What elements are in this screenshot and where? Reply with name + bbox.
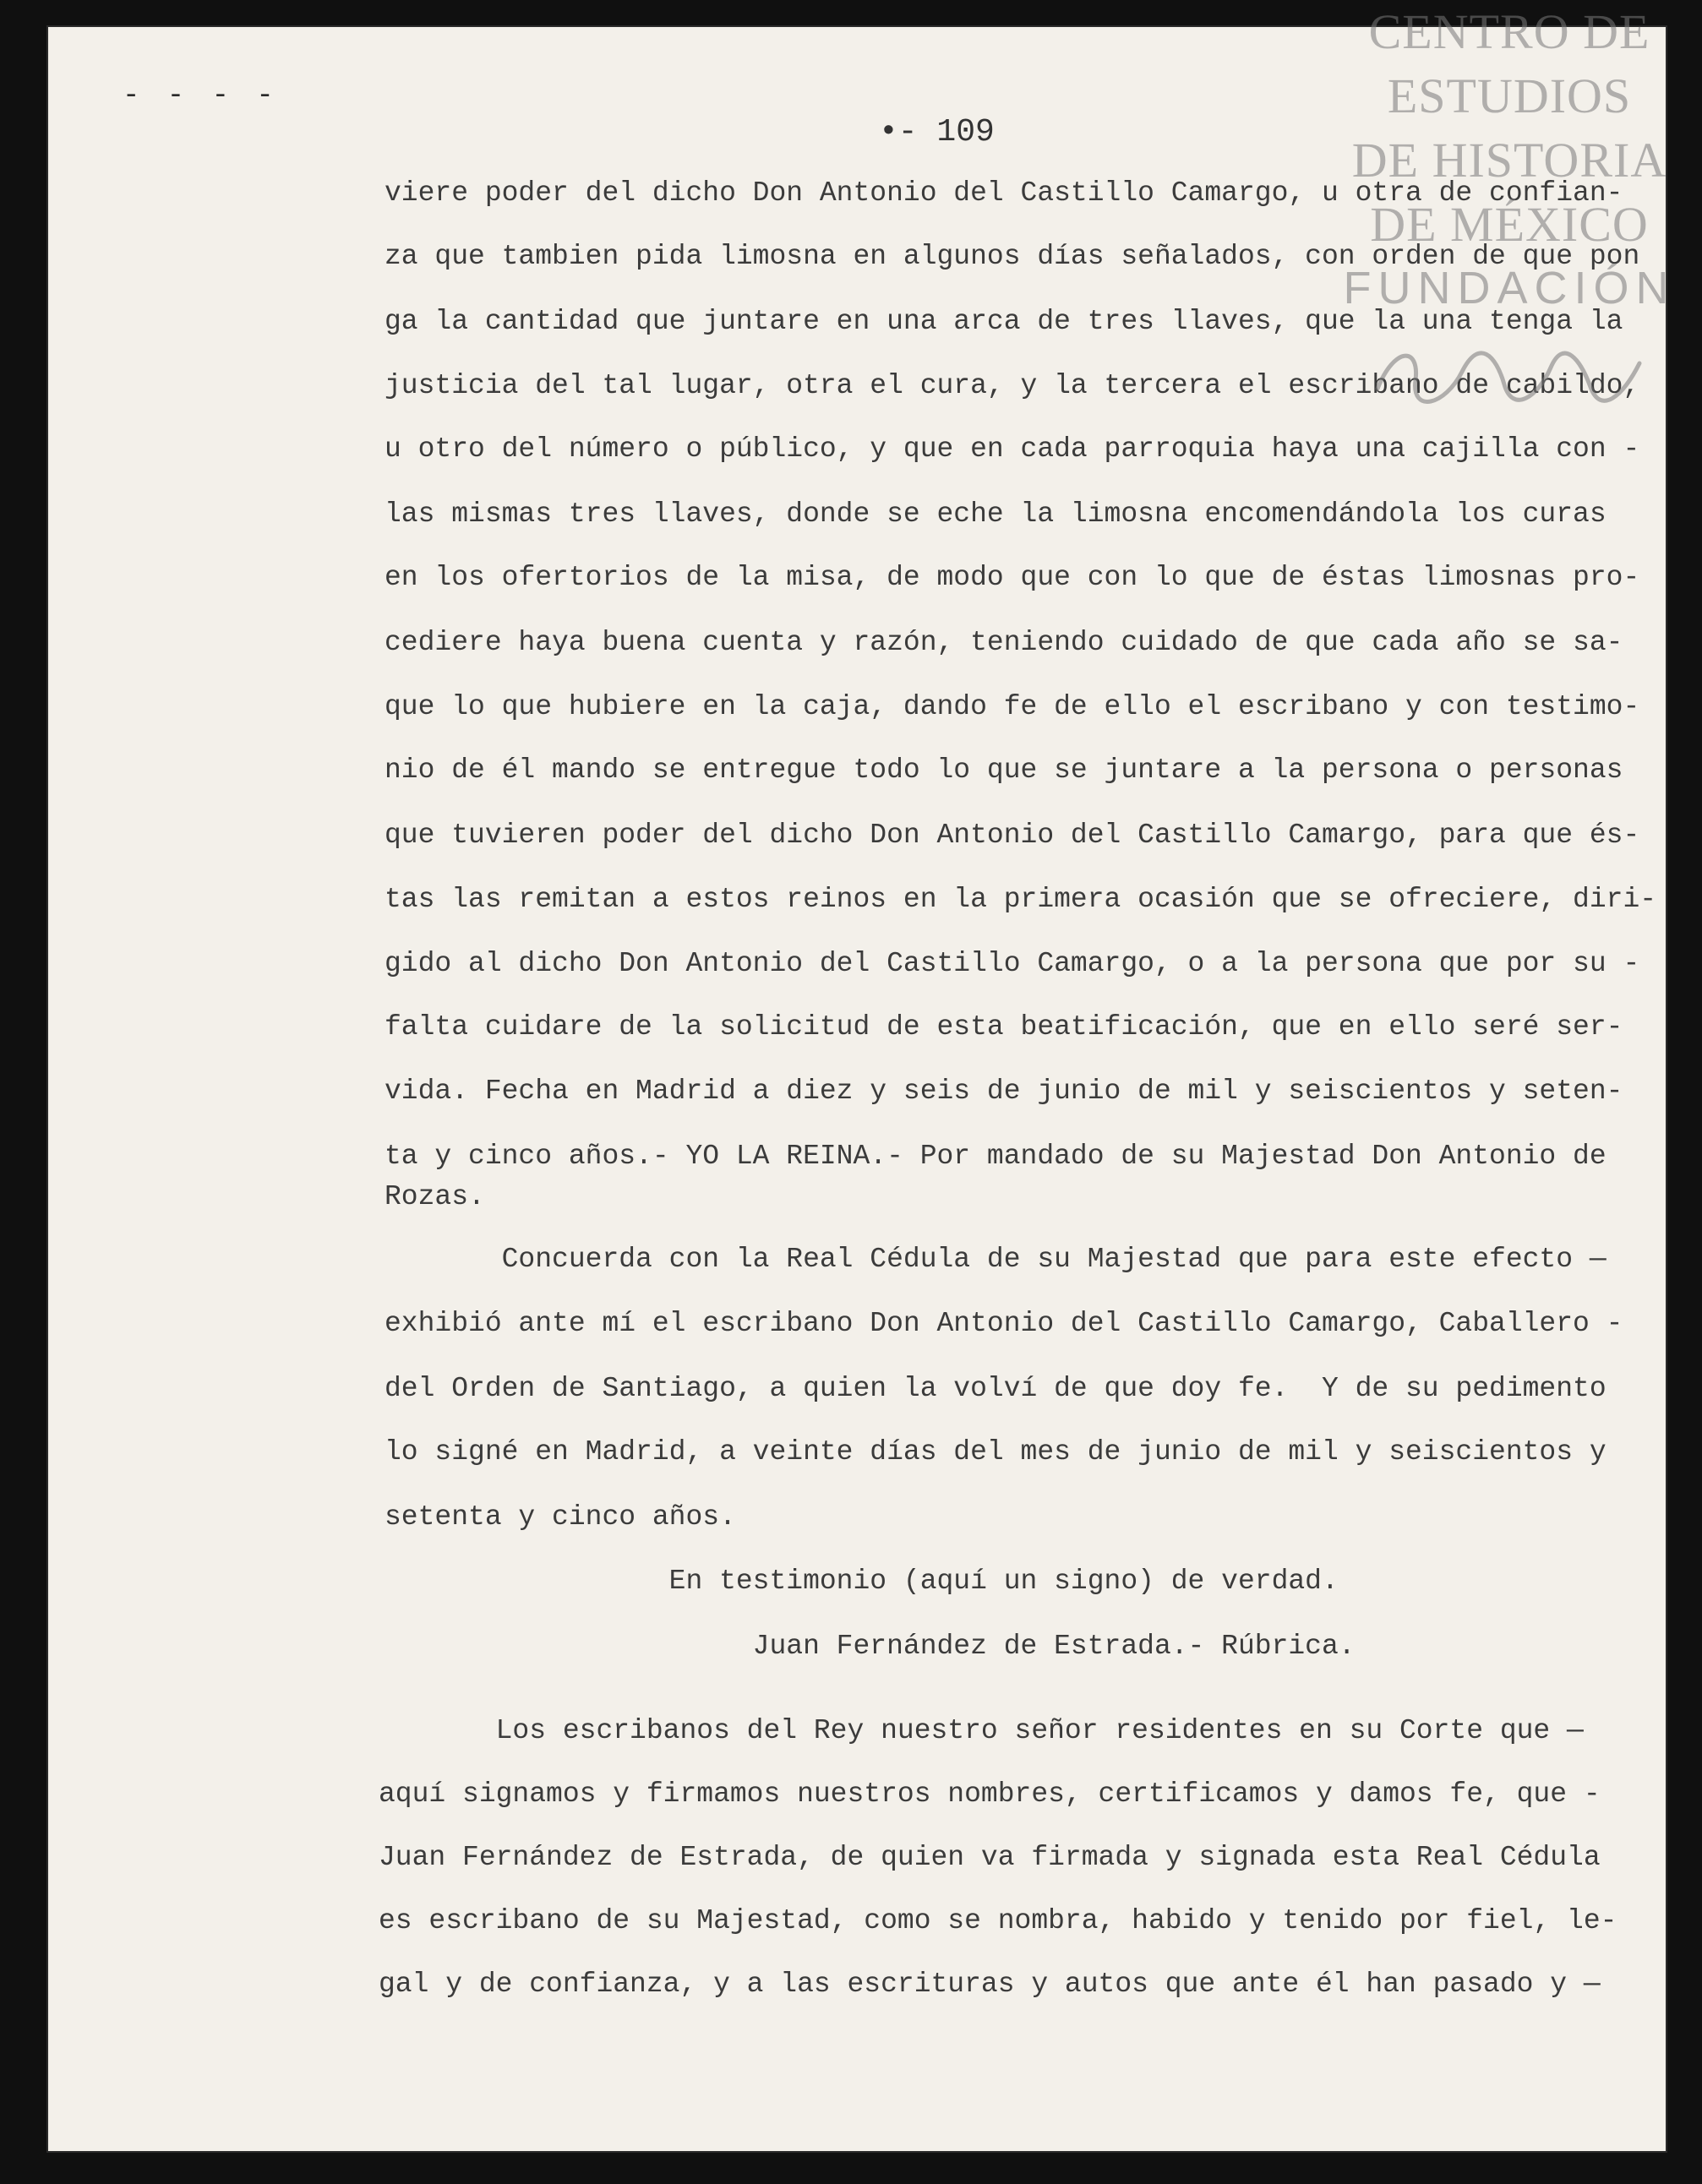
watermark-line: ESTUDIOS [1387, 68, 1632, 123]
text-line: gido al dicho Don Antonio del Castillo Camargo, o a la persona que por su - [385, 948, 1640, 979]
text-line: tas las remitan a estos reinos en la primera ocasión que se ofreciere, diri- [385, 884, 1657, 915]
text-line: que lo que hubiere en la caja, dando fe de ello el escribano y con testimo- [385, 691, 1640, 722]
text-line: cediere haya buena cuenta y razón, teniendo cuidado de que cada año se sa- [385, 627, 1623, 658]
text-line: za que tambien pida limosna en algunos días señalados, con orden de que pon [385, 241, 1640, 272]
text-line: lo signé en Madrid, a veinte días del mes de junio de mil y seiscientos y [385, 1436, 1607, 1468]
text-line: falta cuidare de la solicitud de esta beatificación, que en ello seré ser- [385, 1011, 1623, 1043]
text-line: que tuvieren poder del dicho Don Antonio del Castillo Camargo, para que és- [385, 820, 1640, 851]
text-line: exhibió ante mí el escribano Don Antonio del Castillo Camargo, Caballero - [385, 1308, 1623, 1339]
watermark-line: DE HISTORIA [1351, 133, 1667, 188]
text-line: Juan Fernández de Estrada, de quien va firmada y signada esta Real Cédula [379, 1842, 1601, 1873]
text-line: del Orden de Santiago, a quien la volví de que doy fe. Y de su pedimento [385, 1373, 1607, 1404]
watermark-line: CENTRO DE [1368, 4, 1650, 59]
text-line: justicia del tal lugar, otra el cura, y la tercera el escribano de cabildo, [385, 370, 1640, 401]
watermark-line: DE MÉXICO [1370, 197, 1649, 252]
text-line: u otro del número o público, y que en cada parroquia haya una cajilla con - [385, 433, 1640, 465]
text-line: aquí signamos y firmamos nuestros nombres, certificamos y damos fe, que - [379, 1778, 1601, 1810]
page-number: •- 109 [879, 114, 995, 150]
text-line: las mismas tres llaves, donde se eche la limosna encomendándola los curas [385, 498, 1607, 530]
watermark-foundation: FUNDACIÓN [1343, 263, 1676, 313]
text-line: en los ofertorios de la misa, de modo que con lo que de éstas limosnas pro- [385, 562, 1640, 593]
text-line: Juan Fernández de Estrada.- Rúbrica. [385, 1631, 1356, 1662]
corner-mark: - - - - [123, 80, 279, 112]
text-line: En testimonio (aquí un signo) de verdad. [385, 1566, 1339, 1597]
text-line: ta y cinco años.- YO LA REINA.- Por mandado de su Majestad Don Antonio de [385, 1141, 1607, 1172]
text-line: Concuerda con la Real Cédula de su Majestad que para este efecto — [385, 1244, 1607, 1275]
text-line: viere poder del dicho Don Antonio del Castillo Camargo, u otra de confian- [385, 177, 1623, 209]
text-line: nio de él mando se entregue todo lo que se juntare a la persona o personas [385, 754, 1623, 786]
text-line: gal y de confianza, y a las escrituras y autos que ante él han pasado y — [379, 1969, 1601, 2000]
text-line: Los escribanos del Rey nuestro señor residentes en su Corte que — [379, 1715, 1584, 1746]
text-line: ga la cantidad que juntare en una arca de tres llaves, que la una tenga la [385, 306, 1623, 337]
signature-watermark [1369, 338, 1648, 414]
text-line: es escribano de su Majestad, como se nombra, habido y tenido por fiel, le- [379, 1905, 1617, 1936]
text-line: Rozas. [385, 1181, 485, 1212]
text-line: vida. Fecha en Madrid a diez y seis de junio de mil y seiscientos y seten- [385, 1076, 1623, 1107]
text-line: setenta y cinco años. [385, 1501, 736, 1533]
